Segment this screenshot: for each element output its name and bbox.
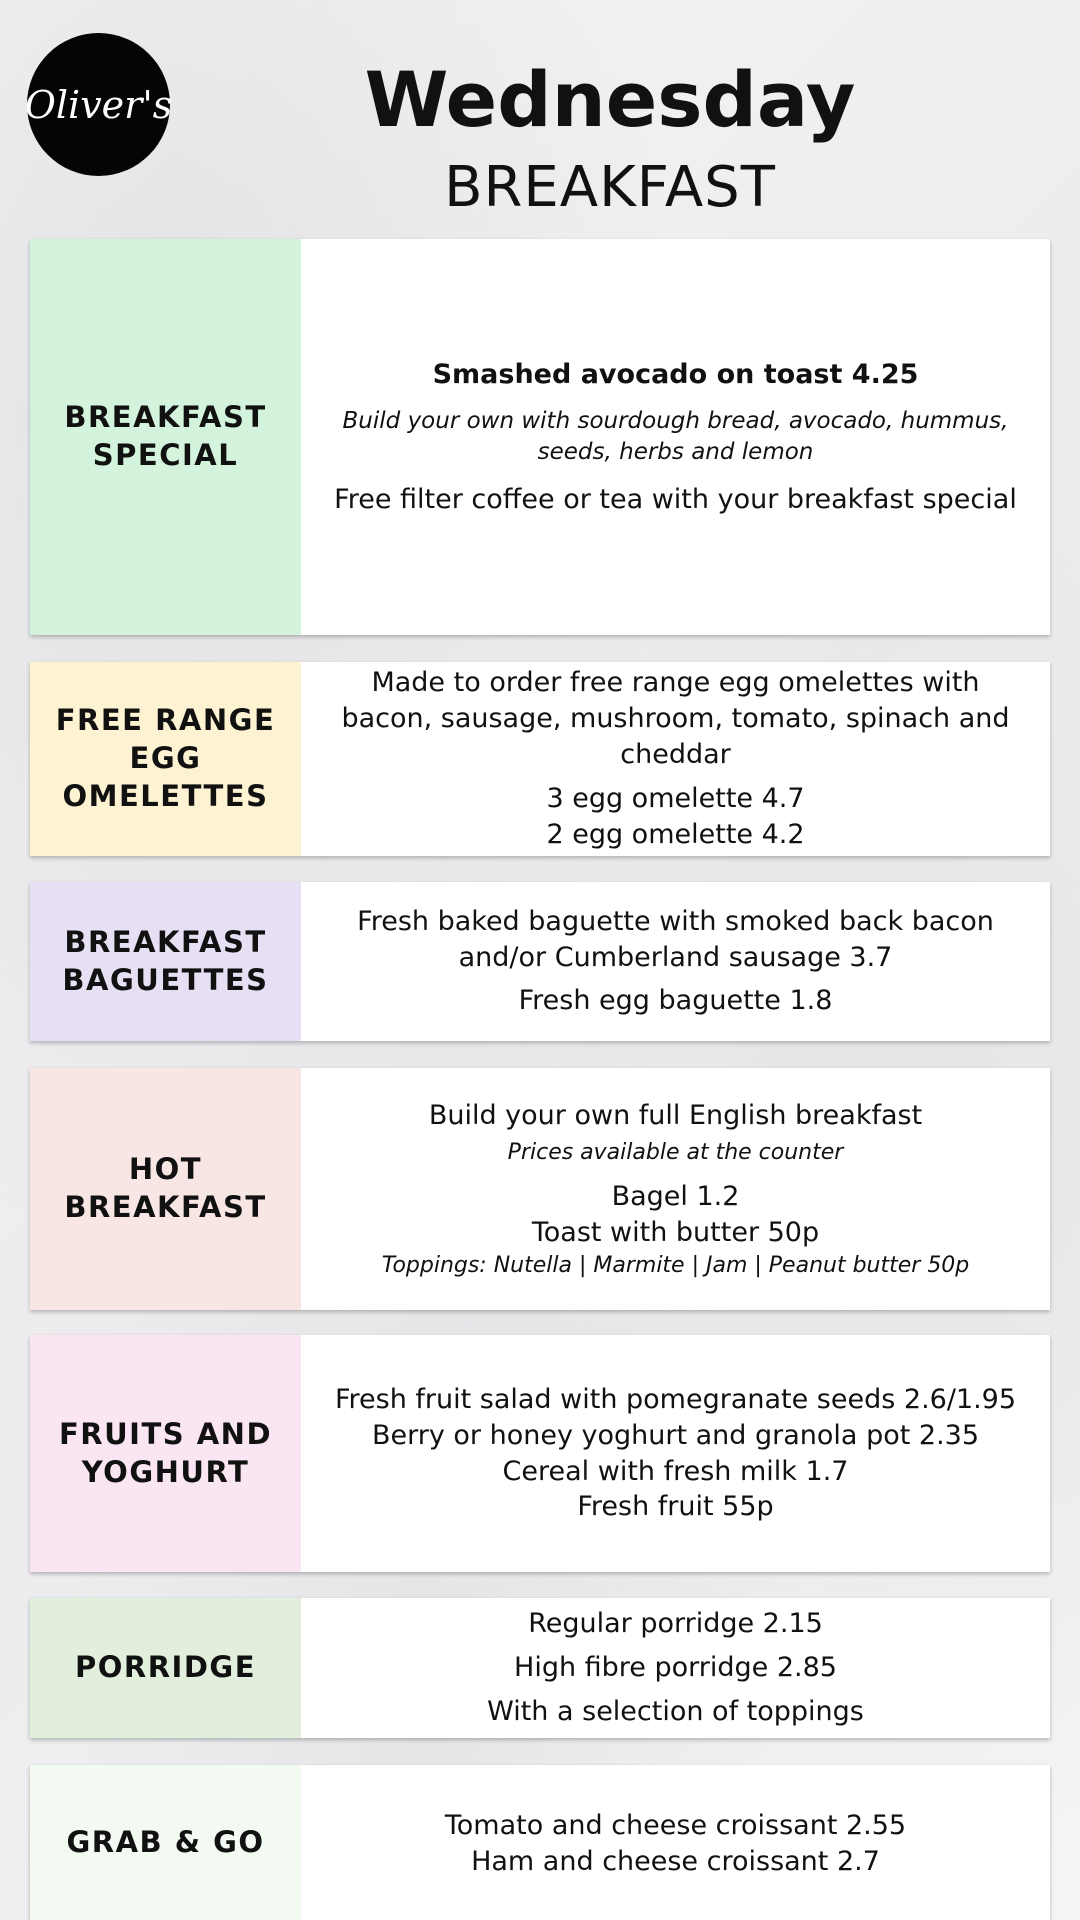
- logo: Oliver's: [27, 33, 170, 176]
- section-breakfast-special: [30, 239, 1050, 635]
- menu-note: Free filter coffee or tea with your breakfast special: [334, 483, 1017, 515]
- menu-item: High fibre porridge 2.85: [514, 1652, 837, 1684]
- menu-note: Toppings: Nutella | Marmite | Jam | Peanut butter 50p: [381, 1252, 970, 1278]
- section-hot-breakfast: [30, 1068, 1050, 1310]
- category-label: GRAB & GO: [30, 1765, 301, 1920]
- category-label: FREE RANGE EGG OMELETTES: [30, 662, 301, 856]
- menu-item: Tomato and cheese croissant 2.55: [444, 1810, 907, 1841]
- menu-item: Fresh baked baguette with smoked back bacon and/or Cumberland sausage 3.7: [357, 905, 994, 973]
- section-content: [301, 1765, 1050, 1920]
- menu-item: 2 egg omelette 4.2: [546, 818, 805, 850]
- day-title: Wednesday: [364, 55, 856, 144]
- menu-item: 3 egg omelette 4.7: [546, 782, 805, 814]
- section-content: [301, 1335, 1050, 1572]
- section-fruits-yoghurt: [30, 1335, 1050, 1572]
- category-label: BREAKFAST SPECIAL: [30, 239, 301, 635]
- section-content: [301, 662, 1050, 856]
- category-label: PORRIDGE: [30, 1598, 301, 1738]
- menu-item: Toast with butter 50p: [531, 1216, 820, 1248]
- menu-note: Prices available at the counter: [507, 1139, 844, 1165]
- menu-item: Ham and cheese croissant 2.7: [471, 1845, 880, 1877]
- category-label: BREAKFAST BAGUETTES: [30, 882, 301, 1041]
- menu-item: Regular porridge 2.15: [528, 1608, 823, 1640]
- section-porridge: [30, 1598, 1050, 1738]
- category-label: FRUITS AND YOGHURT: [30, 1335, 301, 1572]
- section-grab-go: [30, 1765, 1050, 1920]
- menu-item: Build your own full English breakfast: [428, 1099, 923, 1131]
- menu-item: Cereal with fresh milk 1.7: [502, 1455, 849, 1487]
- meal-title: BREAKFAST: [444, 155, 776, 220]
- menu-item: Fresh fruit salad with pomegranate seeds 2.6/1.95: [334, 1383, 1017, 1415]
- menu-item: Berry or honey yoghurt and granola pot 2.35: [371, 1419, 980, 1451]
- menu-note: With a selection of toppings: [487, 1695, 864, 1727]
- section-content: [301, 1598, 1050, 1738]
- section-content: [301, 1068, 1050, 1310]
- section-omelettes: [30, 662, 1050, 856]
- menu-description: Build your own with sourdough bread, avocado, hummus, seeds, herbs and lemon: [342, 408, 1009, 465]
- menu-item: Fresh egg baguette 1.8: [518, 985, 833, 1017]
- menu-item: Fresh fruit 55p: [577, 1491, 774, 1523]
- category-label: HOT BREAKFAST: [30, 1068, 301, 1310]
- menu-item: Bagel 1.2: [611, 1181, 740, 1213]
- section-content: [301, 239, 1050, 635]
- menu-description: Made to order free range egg omelettes with bacon, sausage, mushroom, tomato, spinach and cheddar: [341, 667, 1010, 771]
- section-content: [301, 882, 1050, 1041]
- section-baguettes: [30, 882, 1050, 1041]
- menu-item: Smashed avocado on toast 4.25: [432, 358, 919, 390]
